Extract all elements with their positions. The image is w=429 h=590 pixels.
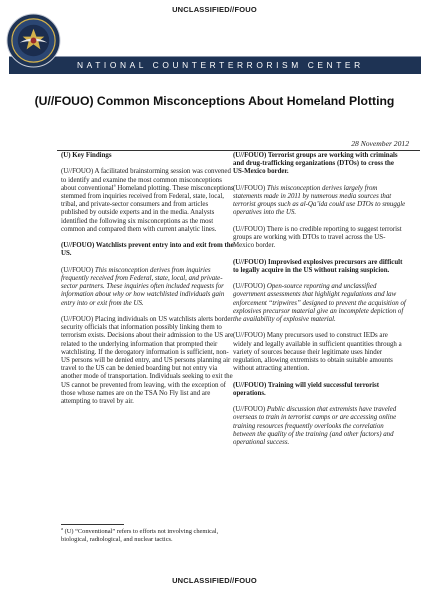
misconception-1-source: (U//FOUO) This misconception derives from inquiries frequently received from Federal, state, local, and private-sector partners. These inquiries often included requests for information about why or how watchlisted individuals gain entry into or exit from the US. <box>61 266 225 307</box>
footnote-rule <box>61 524 124 525</box>
misconception-4-title: (U//FOUO) Training will yield successful terrorist operations. <box>233 381 380 397</box>
misconception-2-title: (U//FOUO) Terrorist groups are working with criminals and drug-trafficking organizations (DTOs) to cross the US-Mexico border. <box>233 152 398 176</box>
misconception-3-analysis: (U//FOUO) Many precursors used to construct IEDs are widely and legally available in sufficient quantities through a variety of sources because their legitimate uses hinder regulation, allowing extremists to obtain suitable amounts without attracting attention. <box>233 332 402 373</box>
classification-marking-top: UNCLASSIFIED//FOUO <box>172 5 257 14</box>
key-findings-heading: (U) Key Findings <box>61 152 112 159</box>
classification-marking-bottom: UNCLASSIFIED//FOUO <box>172 576 257 585</box>
misconception-3-title: (U//FOUO) Improvised explosives precursors are difficult to legally acquire in the US without raising suspicion. <box>233 258 403 274</box>
misconception-1-analysis: (U//FOUO) Placing individuals on US watchlists alerts border security officials that information possibly linking them to terrorism exists. Decisions about their admission to the US are related to the underlying information that prompted their watchlisting. If the derogatory information is sufficient, non-US persons will be denied entry, and US persons planning air travel to the US can be denied boarding but not entry via another mode of transportation. Individuals seeking to exit the US cannot be prevented from leaving, with the exception of those whose names are on the TSA No Fly list and are attempting to travel by air. <box>61 316 234 406</box>
intro-paragraph: (U//FOUO) A facilitated brainstorming session was convened to identify and examine the most common misconceptions about conventional$^a$ Homeland plotting. These misconceptions stemmed from inquiries received from Federal, state, local, tribal, and private-sector consumers and from articles published by outside experts and in the media. Analysts identified the following six misconceptions as the most common and compared them with current analytic lines. <box>61 168 234 233</box>
header-banner <box>9 56 421 74</box>
footnote: $^a$ (U) “Conventional” refers to efforts not involving chemical, biological, radiological, and nuclear tactics. <box>61 525 219 543</box>
document-date: 28 November 2012 <box>351 139 409 148</box>
misconception-4-source: (U//FOUO) Public discussion that extremists have traveled overseas to train in terrorist camps or are accessing online training resources frequently overlooks the correlation between the quality of the training (and other factors) and operational success. <box>233 406 397 446</box>
left-column <box>61 152 234 414</box>
document-title: (U//FOUO) Common Misconceptions About Homeland Plotting <box>34 94 395 108</box>
misconception-1-title: (U//FOUO) Watchlists prevent entry into and exit from the US. <box>61 242 234 258</box>
ncc-seal-icon <box>6 13 61 68</box>
banner-title: NATIONAL COUNTERTERRORISM CENTER <box>77 60 364 70</box>
header-rule <box>57 150 420 151</box>
misconception-2-source: (U//FOUO) This misconception derives largely from statements made in 2011 by numerous media sources that terrorist groups such as al-Qa’ida could use DTOs to smuggle operatives into the US. <box>233 184 406 217</box>
misconception-2-analysis: (U//FOUO) There is no credible reporting to suggest terrorist groups are working with DTOs to travel across the US-Mexico border. <box>233 225 402 250</box>
misconception-3-source: (U//FOUO) Open-source reporting and unclassified government assessments that highlight regulations and law enforcement “tripwires” designed to prevent the acquisition of explosives precursor material give an incomplete depiction of the availability of explosive material. <box>233 283 406 323</box>
right-column <box>233 152 406 455</box>
